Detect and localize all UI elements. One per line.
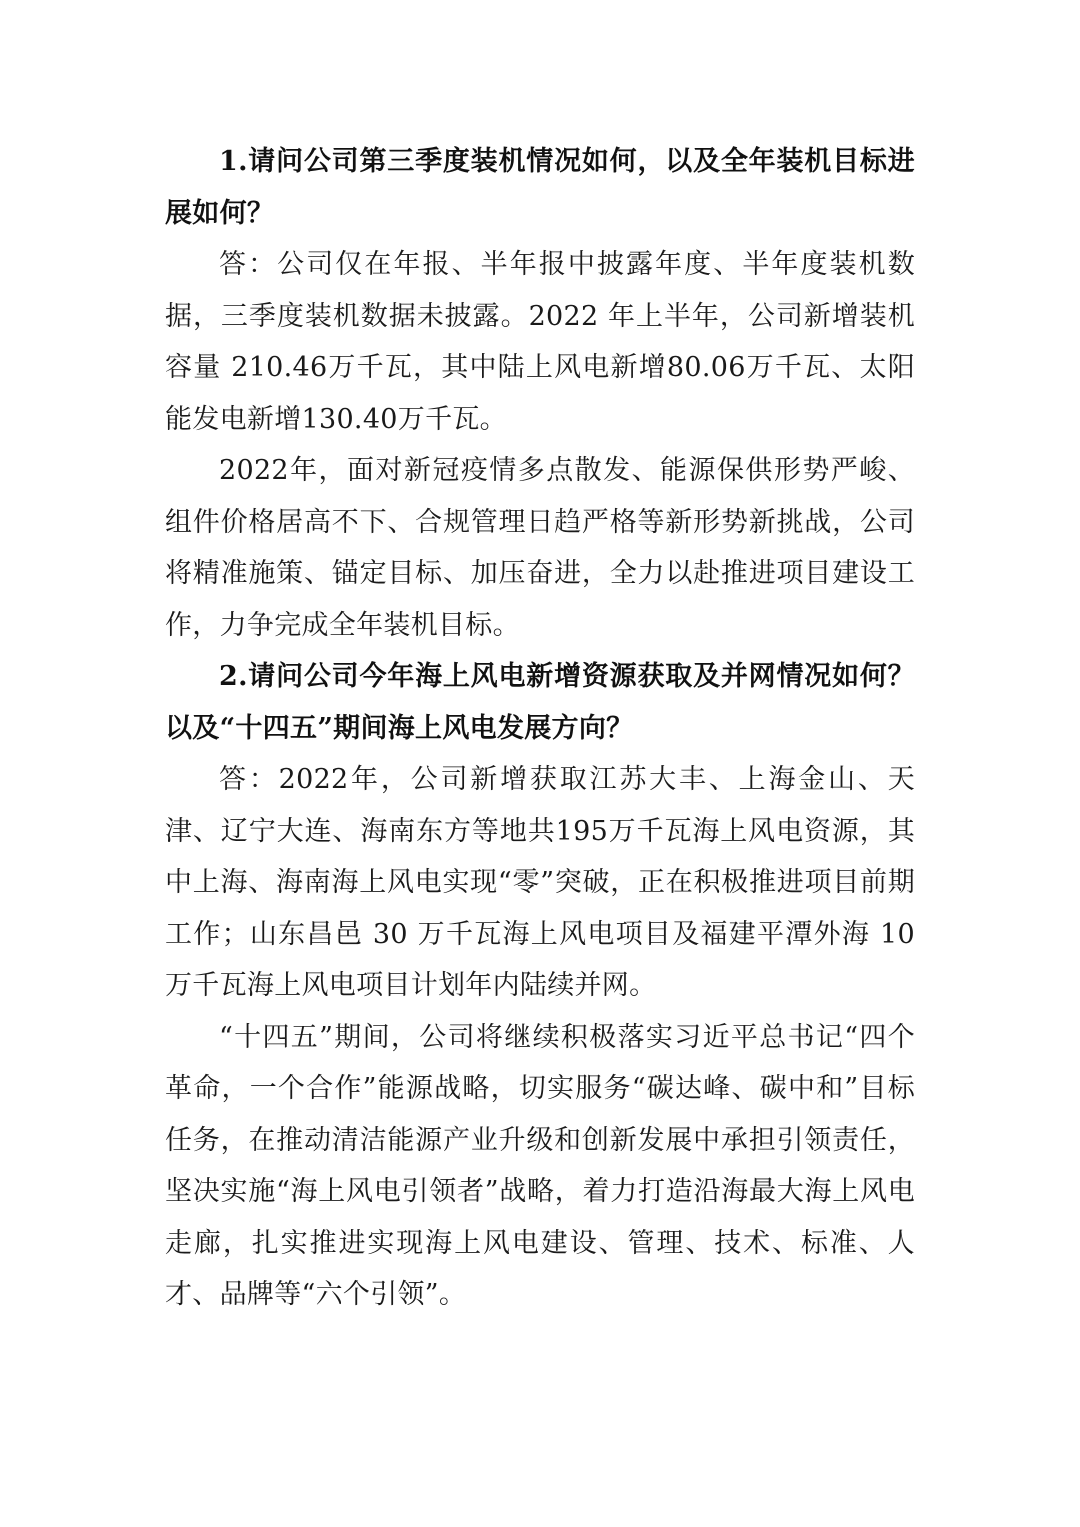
answer-2-paragraph-1: 答：2022年，公司新增获取江苏大丰、上海金山、天津、辽宁大连、海南东方等地共195万千瓦海上风电资源，其中上海、海南海上风电实现“零”突破，正在积极推进项目前期工作；山东昌邑 30 万千瓦海上风电项目及福建平潭外海 10 万千瓦海上风电项目计划年内陆续并网。 xyxy=(165,764,915,1001)
document-body xyxy=(165,136,915,1321)
question-1: 1.请问公司第三季度装机情况如何，以及全年装机目标进展如何？ xyxy=(165,146,915,229)
answer-1-paragraph-2: 2022年，面对新冠疫情多点散发、能源保供形势严峻、组件价格居高不下、合规管理日趋严格等新形势新挑战，公司将精准施策、锚定目标、加压奋进，全力以赴推进项目建设工作，力争完成全年装机目标。 xyxy=(165,455,915,641)
question-2: 2.请问公司今年海上风电新增资源获取及并网情况如何？以及“十四五”期间海上风电发展方向？ xyxy=(165,661,915,744)
answer-1-paragraph-1: 答：公司仅在年报、半年报中披露年度、半年度装机数据，三季度装机数据未披露。2022 年上半年，公司新增装机容量 210.46万千瓦，其中陆上风电新增80.06万千瓦、太阳能发电新增130.40万千瓦。 xyxy=(165,249,915,435)
answer-2-paragraph-2: “十四五”期间，公司将继续积极落实习近平总书记“四个革命，一个合作”能源战略，切实服务“碳达峰、碳中和”目标任务，在推动清洁能源产业升级和创新发展中承担引领责任，坚决实施“海上风电引领者”战略，着力打造沿海最大海上风电走廊，扎实推进实现海上风电建设、管理、技术、标准、人才、品牌等“六个引领”。 xyxy=(165,1021,915,1310)
